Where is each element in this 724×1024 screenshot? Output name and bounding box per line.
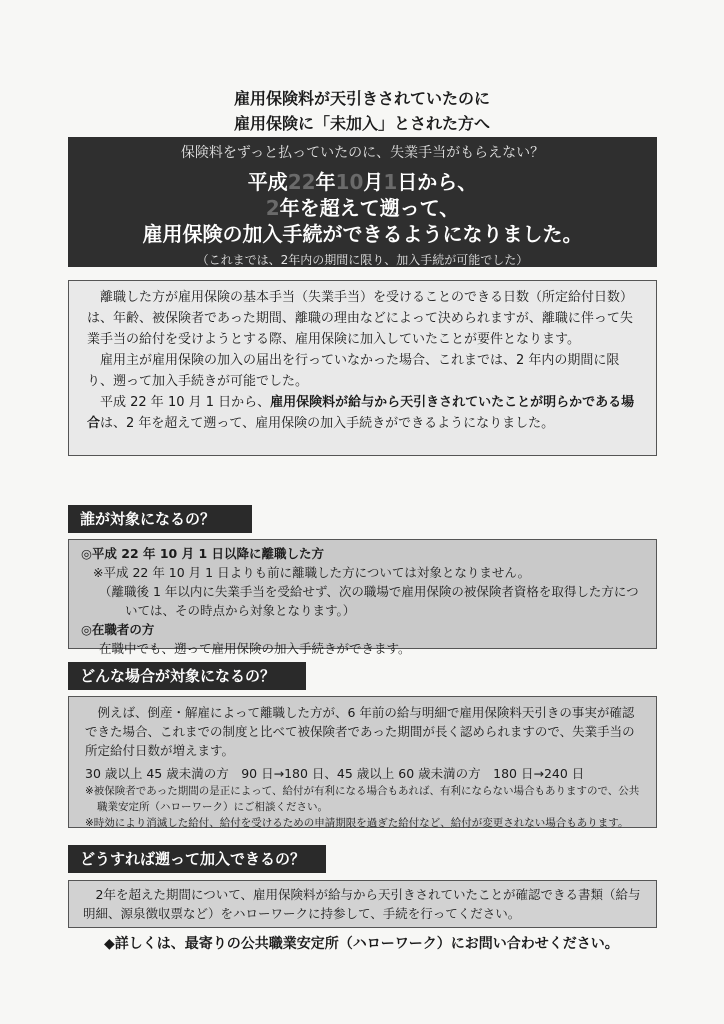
cases-note-1b: 職業安定所（ハローワーク）にご相談ください。	[97, 801, 328, 813]
title-line-1: 雇用保険料が天引きされていたのに	[233, 89, 490, 108]
section-heading-cases: どんな場合が対象になるの？	[68, 662, 306, 690]
document-title	[0, 86, 724, 136]
years-text: 年を超えて遡って、	[279, 196, 460, 220]
date-month-suffix: 月	[363, 170, 384, 194]
footer-contact: ◆詳しくは、最寄りの公共職業安定所（ハローワーク）にお問い合わせください。	[104, 936, 619, 952]
intro-paragraph-1: 離職した方が雇用保険の基本手当（失業手当）を受けることのできる日数（所定給付日数）は、年齢、被保険者であった期間、離職の理由などによって決められますが、離職に伴って失業手当の給付を受けようとする際、雇用保険に加入していたことが要件となります。	[87, 290, 634, 347]
intro-paragraph-3	[87, 392, 642, 434]
target-item-resigned-note: ※平成 22 年 10 月 1 日よりも前に離職した方については対象となりません。	[93, 565, 531, 580]
date-month: 10	[335, 170, 364, 194]
banner-date-line	[68, 169, 657, 195]
date-prefix: 平成	[247, 170, 288, 194]
target-item-employed-text: 在職中でも、遡って雇用保険の加入手続きができます。	[99, 641, 411, 656]
target-item-employed: ◎在職者の方	[81, 622, 155, 637]
intro-box	[68, 280, 657, 456]
banner-line-2	[68, 195, 657, 221]
date-year: 22	[287, 170, 316, 194]
headline-banner	[68, 137, 657, 267]
banner-subtitle: 保険料をずっと払っていたのに、失業手当がもらえない？	[180, 145, 545, 161]
cases-note-2: ※時効により消滅した給付、給付を受けるための申請期限を過ぎた給付など、給付が変更されない場合もあります。	[85, 817, 629, 829]
section-heading-who: 誰が対象になるの？	[68, 505, 252, 533]
date-year-suffix: 年	[315, 170, 336, 194]
target-item-resigned-sub-2: いては、その時点から対象となります。）	[125, 603, 356, 618]
section-box-who	[68, 539, 657, 656]
date-day: 1	[383, 170, 398, 194]
how-paragraph: 2年を超えた期間について、雇用保険料が給与から天引きされていたことが確認できる書類（給与明細、源泉徴収票など）をハローワークに持参して、手続を行ってください。	[83, 887, 641, 921]
target-item-resigned: ◎平成 22 年 10 月 1 日以降に離職した方	[81, 546, 325, 561]
intro-p3-end: は、2 年を超えて遡って、雇用保険の加入手続きができるようになりました。	[100, 416, 555, 431]
cases-example: 30 歳以上 45 歳未満の方 90 日→180 日、45 歳以上 60 歳未満の方 180 日→240 日	[85, 766, 585, 781]
intro-p3-start: 平成 22 年 10 月 1 日から、	[100, 395, 271, 410]
target-item-resigned-sub-1: （離職後 1 年以内に失業手当を受給せず、次の職場で雇用保険の被保険者資格を取得した方につ	[99, 584, 639, 599]
title-line-2: 雇用保険に「未加入」とされた方へ	[233, 114, 490, 133]
section-box-how	[68, 880, 657, 928]
intro-p3-emphasis: 雇用保険料が給与から天引きされていたことが明らかである場合	[87, 395, 635, 431]
cases-note-1a: ※被保険者であった期間の是正によって、給付が有利になる場合もあれば、有利にならない場合もありますので、公共	[85, 785, 640, 797]
banner-line-3: 雇用保険の加入手続ができるようになりました。	[142, 222, 583, 246]
section-box-cases	[68, 696, 657, 828]
section-heading-how: どうすれば遡って加入できるの？	[68, 845, 326, 873]
date-day-suffix: 日から、	[397, 170, 478, 194]
intro-paragraph-2: 雇用主が雇用保険の加入の届出を行っていなかった場合、これまでは、2 年内の期間に限り、遡って加入手続きが可能でした。	[87, 353, 620, 389]
years-number: 2	[265, 196, 280, 220]
cases-paragraph: 例えば、倒産・解雇によって離職した方が、6 年前の給与明細で雇用保険料天引きの事実が確認できた場合、これまでの制度と比べて被保険者であった期間が長く認められますので、失業手当の所定給付日数が増えます。	[85, 705, 635, 758]
banner-note: （これまでは、2年内の期間に限り、加入手続が可能でした）	[196, 253, 529, 267]
